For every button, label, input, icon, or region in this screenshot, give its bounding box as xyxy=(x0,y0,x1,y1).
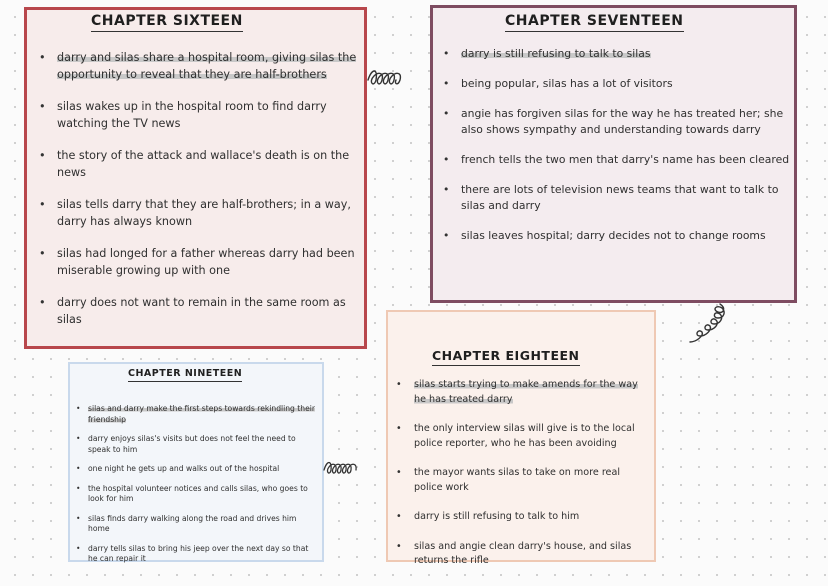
bullet-text: darry tells silas to bring his jeep over the next day so that he can repair it xyxy=(88,543,309,563)
bullet-text: silas and angie clean darry's house, and silas returns the rifle xyxy=(414,540,632,566)
chapter-nineteen-list xyxy=(74,404,320,574)
list-item xyxy=(74,514,320,535)
bullet-text: darry and silas share a hospital room, giving silas the opportunity to reveal that they are half-brothers xyxy=(57,51,357,81)
list-item xyxy=(74,544,320,565)
chapter-seventeen-title: CHAPTER SEVENTEEN xyxy=(505,13,684,32)
bullet-text: darry does not want to remain in the same room as silas xyxy=(57,296,346,326)
bullet-text: silas tells darry that they are half-brothers; in a way, darry has always known xyxy=(57,198,351,228)
list-item xyxy=(392,378,650,407)
list-item xyxy=(74,434,320,455)
list-item xyxy=(392,466,650,495)
bullet-text: silas starts trying to make amends for the way he has treated darry xyxy=(414,379,638,405)
list-item xyxy=(35,246,361,279)
list-item xyxy=(74,464,320,475)
chapter-sixteen-card xyxy=(24,7,367,349)
bullet-text: the mayor wants silas to take on more real police work xyxy=(414,467,620,493)
chapter-sixteen-list xyxy=(35,50,361,344)
list-item xyxy=(35,99,361,132)
bullet-text: there are lots of television news teams that want to talk to silas and darry xyxy=(461,183,779,212)
list-item xyxy=(392,422,650,451)
chapter-nineteen-card xyxy=(68,362,324,562)
list-item xyxy=(35,295,361,328)
bullet-text: darry enjoys silas's visits but does not feel the need to speak to him xyxy=(88,434,296,454)
bullet-text: silas finds darry walking along the road and drives him home xyxy=(88,513,297,533)
chapter-nineteen-title: CHAPTER NINETEEN xyxy=(128,368,242,382)
chapter-eighteen-card xyxy=(386,310,656,566)
chapter-eighteen-list xyxy=(392,378,650,584)
bullet-text: darry is still refusing to talk to him xyxy=(414,511,580,522)
bullet-text: silas had longed for a father whereas darry had been miserable growing up with one xyxy=(57,247,355,277)
coil-connector-icon xyxy=(366,64,432,90)
coil-connector-icon xyxy=(672,300,732,372)
list-item xyxy=(74,404,320,425)
chapter-sixteen-title: CHAPTER SIXTEEN xyxy=(91,13,243,32)
bullet-text: the hospital volunteer notices and calls silas, who goes to look for him xyxy=(88,483,308,503)
bullet-text: angie has forgiven silas for the way he has treated her; she also shows sympathy and understanding towards darry xyxy=(461,107,784,136)
bullet-text: french tells the two men that darry's name has been cleared xyxy=(461,153,790,166)
list-item xyxy=(35,197,361,230)
list-item xyxy=(35,50,361,83)
list-item xyxy=(439,106,791,138)
bullet-text: silas wakes up in the hospital room to find darry watching the TV news xyxy=(57,100,327,130)
list-item xyxy=(392,540,650,569)
bullet-text: darry is still refusing to talk to silas xyxy=(461,47,651,60)
bullet-text: the only interview silas will give is to the local police reporter, who he has been avoiding xyxy=(414,423,635,449)
list-item xyxy=(439,228,791,244)
bullet-text: one night he gets up and walks out of the hospital xyxy=(88,464,280,473)
coil-connector-icon xyxy=(322,454,388,476)
list-item xyxy=(35,148,361,181)
list-item xyxy=(392,510,650,525)
bullet-text: being popular, silas has a lot of visitors xyxy=(461,77,673,90)
bullet-text: silas leaves hospital; darry decides not to change rooms xyxy=(461,229,766,242)
chapter-seventeen-list xyxy=(439,46,791,258)
chapter-eighteen-title: CHAPTER EIGHTEEN xyxy=(432,348,580,366)
bullet-text: silas and darry make the first steps towards rekindling their friendship xyxy=(88,404,315,424)
list-item xyxy=(439,152,791,168)
chapter-seventeen-card xyxy=(430,5,797,303)
list-item xyxy=(439,76,791,92)
bullet-text: the story of the attack and wallace's death is on the news xyxy=(57,149,350,179)
list-item xyxy=(439,182,791,214)
list-item xyxy=(74,484,320,505)
list-item xyxy=(439,46,791,62)
